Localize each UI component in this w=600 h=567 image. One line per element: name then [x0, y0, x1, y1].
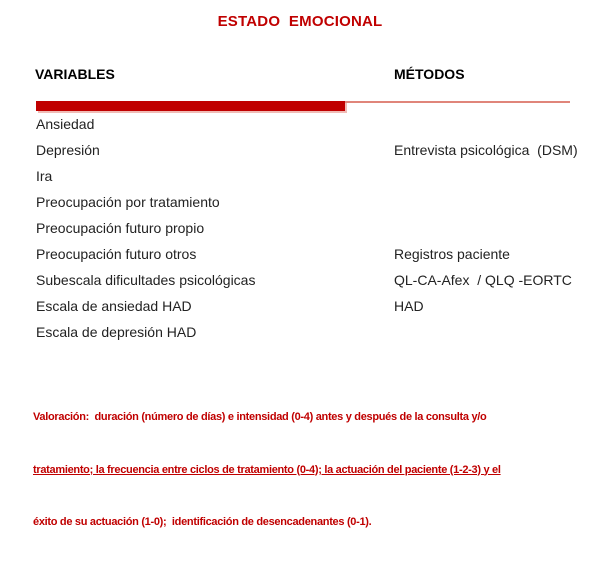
- method-cell: Entrevista psicológica (DSM): [394, 142, 578, 158]
- table-row: [0, 241, 600, 267]
- footnote-line: Valoración: duración (número de días) e intensidad (0-4) antes y después de la consulta y/o: [33, 411, 487, 423]
- table-row: [0, 163, 600, 189]
- table-row: [0, 293, 600, 319]
- footnote-line: éxito de su actuación (1-0); identificación de desencadenantes (0-1).: [33, 516, 372, 528]
- table-row: [0, 111, 600, 137]
- method-cell: Registros paciente: [394, 246, 510, 262]
- table-row: [0, 137, 600, 163]
- footnote: [33, 374, 593, 567]
- variable-cell: Escala de ansiedad HAD: [36, 298, 192, 314]
- column-header-variables: VARIABLES: [35, 66, 115, 82]
- variables-methods-table: [0, 111, 600, 345]
- table-row: [0, 215, 600, 241]
- thin-divider-line: [345, 101, 570, 103]
- variable-cell: Preocupación futuro otros: [36, 246, 197, 262]
- variable-cell: Subescala dificultades psicológicas: [36, 272, 256, 288]
- variable-cell: Escala de depresión HAD: [36, 324, 197, 340]
- variable-cell: Depresión: [36, 142, 100, 158]
- method-cell: QL-CA-Afex / QLQ -EORTC: [394, 272, 572, 288]
- table-row: [0, 189, 600, 215]
- slide-title: ESTADO EMOCIONAL: [217, 13, 383, 30]
- variable-cell: Ira: [36, 168, 53, 184]
- column-header-metodos: MÉTODOS: [394, 66, 465, 82]
- footnote-line-underlined: tratamiento; la frecuencia entre ciclos de tratamiento (0-4); la actuación del paciente (1-2-3) y el: [33, 463, 501, 476]
- variable-cell: Preocupación por tratamiento: [36, 194, 220, 210]
- method-cell: HAD: [394, 298, 424, 314]
- variable-cell: Preocupación futuro propio: [36, 220, 205, 236]
- red-divider-bar: [36, 101, 345, 111]
- variable-cell: Ansiedad: [36, 116, 95, 132]
- table-row: [0, 319, 600, 345]
- table-row: [0, 267, 600, 293]
